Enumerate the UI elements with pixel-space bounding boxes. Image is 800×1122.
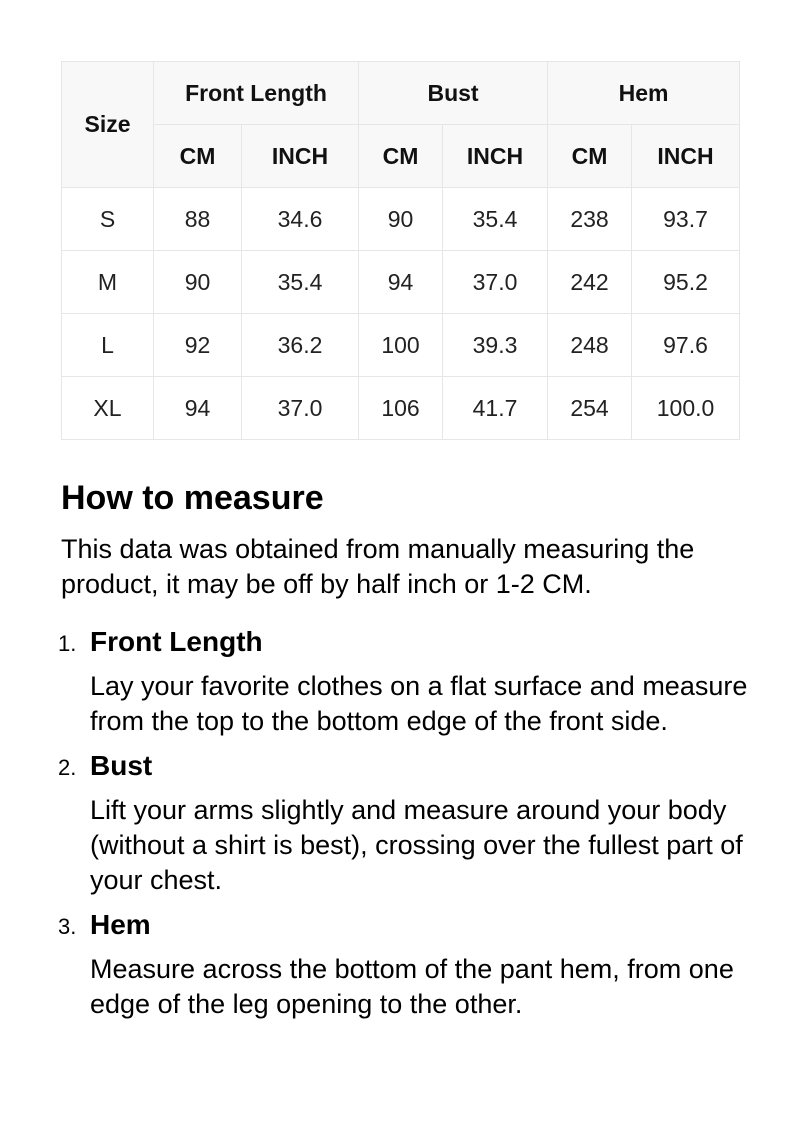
value-cell: 35.4 xyxy=(443,188,548,251)
value-cell: 90 xyxy=(154,251,242,314)
group-header-front-length: Front Length xyxy=(154,62,359,125)
value-cell: 95.2 xyxy=(632,251,740,314)
list-item xyxy=(58,907,751,1022)
unit-header: INCH xyxy=(632,125,740,188)
value-cell: 242 xyxy=(548,251,632,314)
value-cell: 41.7 xyxy=(443,377,548,440)
unit-header: INCH xyxy=(443,125,548,188)
size-chart-table xyxy=(61,61,740,440)
value-cell: 39.3 xyxy=(443,314,548,377)
value-cell: 90 xyxy=(359,188,443,251)
measure-steps-list xyxy=(58,624,751,1022)
value-cell: 92 xyxy=(154,314,242,377)
value-cell: 37.0 xyxy=(242,377,359,440)
table-unit-row xyxy=(62,125,740,188)
step-number: 2. xyxy=(58,755,77,780)
step-description: Measure across the bottom of the pant hem, from one edge of the leg opening to the other. xyxy=(90,954,734,1019)
value-cell: 248 xyxy=(548,314,632,377)
list-item xyxy=(58,624,751,739)
size-cell: S xyxy=(62,188,154,251)
group-header-hem: Hem xyxy=(548,62,740,125)
unit-header: INCH xyxy=(242,125,359,188)
value-cell: 37.0 xyxy=(443,251,548,314)
step-title: Bust xyxy=(90,750,153,781)
value-cell: 100 xyxy=(359,314,443,377)
table-row xyxy=(62,251,740,314)
value-cell: 238 xyxy=(548,188,632,251)
value-cell: 100.0 xyxy=(632,377,740,440)
step-number: 3. xyxy=(58,914,77,939)
size-cell: XL xyxy=(62,377,154,440)
value-cell: 254 xyxy=(548,377,632,440)
value-cell: 106 xyxy=(359,377,443,440)
value-cell: 36.2 xyxy=(242,314,359,377)
unit-header: CM xyxy=(154,125,242,188)
value-cell: 94 xyxy=(154,377,242,440)
unit-header: CM xyxy=(548,125,632,188)
intro-text: This data was obtained from manually measuring the product, it may be off by half inch or 1-2 CM. xyxy=(61,534,695,599)
step-description: Lay your favorite clothes on a flat surface and measure from the top to the bottom edge of the front side. xyxy=(90,671,748,736)
value-cell: 88 xyxy=(154,188,242,251)
value-cell: 94 xyxy=(359,251,443,314)
table-row xyxy=(62,188,740,251)
step-description: Lift your arms slightly and measure around your body (without a shirt is best), crossing over the fullest part of your chest. xyxy=(90,795,743,895)
table-row xyxy=(62,377,740,440)
size-header: Size xyxy=(62,62,154,188)
step-title: Hem xyxy=(90,909,151,940)
step-title: Front Length xyxy=(90,626,263,657)
step-number: 1. xyxy=(58,631,77,656)
value-cell: 35.4 xyxy=(242,251,359,314)
list-item xyxy=(58,748,751,898)
value-cell: 34.6 xyxy=(242,188,359,251)
unit-header: CM xyxy=(359,125,443,188)
size-cell: L xyxy=(62,314,154,377)
group-header-bust: Bust xyxy=(359,62,548,125)
value-cell: 97.6 xyxy=(632,314,740,377)
section-title: How to measure xyxy=(61,479,324,517)
value-cell: 93.7 xyxy=(632,188,740,251)
size-cell: M xyxy=(62,251,154,314)
how-to-measure-section xyxy=(58,476,751,1031)
table-header-row xyxy=(62,62,740,125)
table-row xyxy=(62,314,740,377)
